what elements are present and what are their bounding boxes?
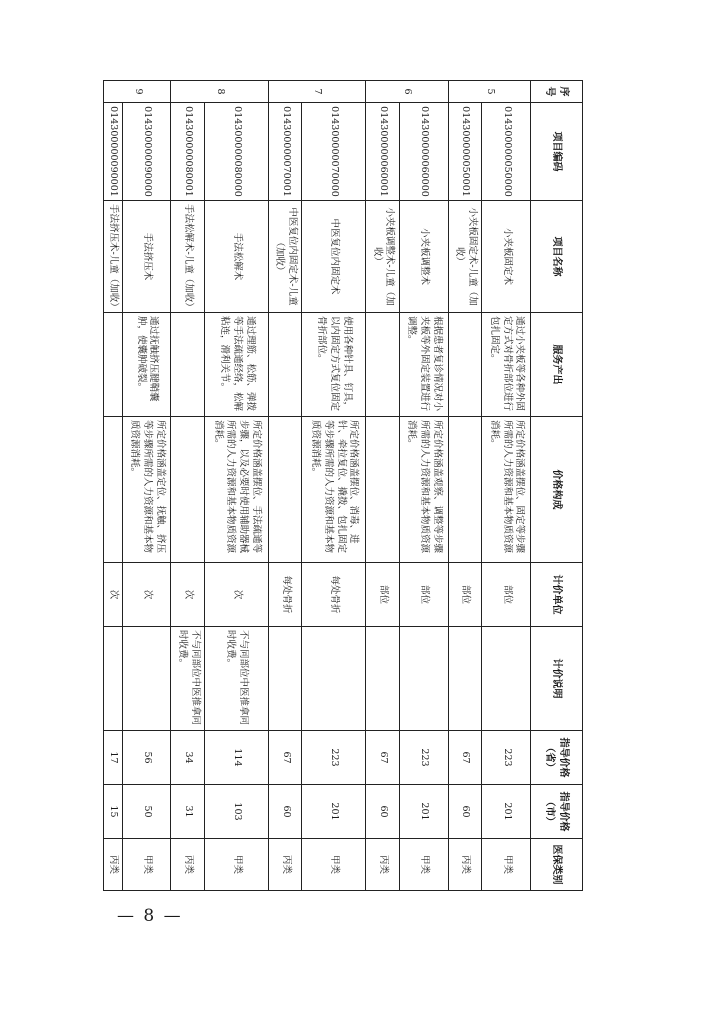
cell-output-empty <box>366 313 400 417</box>
cell-category: 甲类 <box>399 839 448 891</box>
table-row <box>268 81 302 891</box>
cell-note <box>122 627 171 731</box>
cell-composition-empty <box>268 417 302 563</box>
cell-price-prov: 17 <box>104 731 123 785</box>
cell-price-city: 31 <box>171 785 205 839</box>
table-row <box>104 81 123 891</box>
table-row <box>482 81 531 891</box>
cell-code: 014300000070001 <box>268 103 302 201</box>
cell-note <box>104 627 123 731</box>
cell-composition: 所定价格涵盖摆位、固定等步骤所需的人力资源和基本物质资源消耗。 <box>482 417 531 563</box>
cell-price-prov: 223 <box>482 731 531 785</box>
header-price-prov: 指导价格（省） <box>531 731 583 785</box>
cell-name: 手法挤压术-儿童（加收） <box>104 201 123 313</box>
cell-unit: 部位 <box>482 563 531 627</box>
page-number: — 8 — <box>117 906 183 926</box>
cell-code: 014300000090000 <box>122 103 171 201</box>
cell-code: 014300000050001 <box>448 103 482 201</box>
cell-unit: 次 <box>205 563 269 627</box>
cell-category: 丙类 <box>268 839 302 891</box>
cell-output: 通过理筋、松筋、弹拨等手法疏通经络，松解粘连，滑利关节。 <box>205 313 269 417</box>
cell-price-prov: 67 <box>268 731 302 785</box>
header-code: 项目编码 <box>531 103 583 201</box>
cell-name: 手法松解术-儿童（加收） <box>171 201 205 313</box>
header-category: 医保类别 <box>531 839 583 891</box>
header-price-city: 指导价格（市） <box>531 785 583 839</box>
cell-code: 014300000060001 <box>366 103 400 201</box>
cell-category: 丙类 <box>366 839 400 891</box>
cell-output-empty <box>448 313 482 417</box>
cell-name: 中医复位内固定术-儿童（加收） <box>268 201 302 313</box>
cell-note <box>366 627 400 731</box>
cell-note <box>448 627 482 731</box>
header-name: 项目名称 <box>531 201 583 313</box>
cell-name: 手法松解术 <box>205 201 269 313</box>
cell-price-city: 201 <box>399 785 448 839</box>
header-composition: 价格构成 <box>531 417 583 563</box>
cell-unit: 每处骨折 <box>268 563 302 627</box>
cell-name: 小夹板固定术 <box>482 201 531 313</box>
table-row <box>122 81 171 891</box>
cell-name: 小夹板调整术-儿童（加收） <box>366 201 400 313</box>
cell-composition: 所定价格涵盖定位、抚触、挤压等步骤所需的人力资源和基本物质资源消耗。 <box>122 417 171 563</box>
cell-category: 甲类 <box>302 839 366 891</box>
cell-composition-empty <box>171 417 205 563</box>
cell-code: 014300000090001 <box>104 103 123 201</box>
cell-unit: 部位 <box>399 563 448 627</box>
cell-unit: 部位 <box>448 563 482 627</box>
cell-price-prov: 223 <box>302 731 366 785</box>
header-output: 服务产出 <box>531 313 583 417</box>
cell-price-prov: 223 <box>399 731 448 785</box>
cell-output-empty <box>104 313 123 417</box>
table-row <box>366 81 400 891</box>
cell-composition: 所定价格涵盖观察、调整等步骤所需的人力资源和基本物质资源消耗。 <box>399 417 448 563</box>
cell-note <box>399 627 448 731</box>
cell-unit: 部位 <box>366 563 400 627</box>
header-unit: 计价单位 <box>531 563 583 627</box>
cell-unit: 次 <box>104 563 123 627</box>
cell-code: 014300000050000 <box>482 103 531 201</box>
cell-code: 014300000080000 <box>205 103 269 201</box>
cell-code: 014300000080001 <box>171 103 205 201</box>
cell-unit: 每处骨折 <box>302 563 366 627</box>
cell-note: 不与同部位中医推拿同时收费。 <box>171 627 205 731</box>
cell-unit: 次 <box>122 563 171 627</box>
cell-price-prov: 34 <box>171 731 205 785</box>
cell-composition-empty <box>448 417 482 563</box>
cell-output: 通过抚触挤压腱鞘囊肿，使囊肿破裂。 <box>122 313 171 417</box>
cell-code: 014300000060000 <box>399 103 448 201</box>
cell-output: 根据患者复诊情况对小夹板等外固定装置进行调整。 <box>399 313 448 417</box>
cell-composition: 所定价格涵盖摆位、手法疏通等步骤，以及必要时使用辅助器械所需的人力资源和基本物质资源消耗。 <box>205 417 269 563</box>
cell-price-prov: 114 <box>205 731 269 785</box>
cell-category: 丙类 <box>171 839 205 891</box>
cell-composition-empty <box>104 417 123 563</box>
cell-category: 甲类 <box>205 839 269 891</box>
cell-seq: 5 <box>448 81 530 103</box>
cell-composition-empty <box>366 417 400 563</box>
cell-price-city: 15 <box>104 785 123 839</box>
cell-note <box>268 627 302 731</box>
cell-seq: 8 <box>171 81 268 103</box>
cell-price-city: 201 <box>302 785 366 839</box>
cell-name: 小夹板固定术-儿童（加收） <box>448 201 482 313</box>
cell-output-empty <box>171 313 205 417</box>
cell-price-city: 60 <box>366 785 400 839</box>
cell-name: 手法挤压术 <box>122 201 171 313</box>
cell-note <box>302 627 366 731</box>
cell-category: 甲类 <box>482 839 531 891</box>
cell-price-prov: 67 <box>366 731 400 785</box>
cell-price-city: 60 <box>448 785 482 839</box>
cell-category: 丙类 <box>104 839 123 891</box>
cell-seq: 6 <box>366 81 448 103</box>
header-seq: 序号 <box>531 81 583 103</box>
cell-seq: 9 <box>104 81 171 103</box>
cell-category: 丙类 <box>448 839 482 891</box>
cell-price-city: 60 <box>268 785 302 839</box>
cell-price-prov: 56 <box>122 731 171 785</box>
table-row <box>302 81 366 891</box>
cell-code: 014300000070000 <box>302 103 366 201</box>
cell-seq: 7 <box>268 81 365 103</box>
price-table <box>103 80 583 891</box>
table-row <box>171 81 205 891</box>
cell-name: 中医复位内固定术 <box>302 201 366 313</box>
cell-category: 甲类 <box>122 839 171 891</box>
table-row <box>448 81 482 891</box>
cell-output: 使用各种针具、钉具，以内固定方式复位固定骨折部位。 <box>302 313 366 417</box>
cell-note <box>482 627 531 731</box>
header-row <box>531 81 583 891</box>
cell-price-prov: 67 <box>448 731 482 785</box>
cell-price-city: 103 <box>205 785 269 839</box>
cell-composition: 所定价格涵盖摆位、消毒、进针、牵拉复位、撬拨、包扎固定等步骤所需的人力资源和基本物质资源消耗。 <box>302 417 366 563</box>
rotated-table-wrapper <box>103 80 583 890</box>
cell-note: 不与同部位中医推拿同时收费。 <box>205 627 269 731</box>
cell-price-city: 50 <box>122 785 171 839</box>
header-note: 计价说明 <box>531 627 583 731</box>
cell-unit: 次 <box>171 563 205 627</box>
cell-output-empty <box>268 313 302 417</box>
table-row <box>399 81 448 891</box>
cell-output: 通过小夹板等各种外固定方式对骨折部位进行包扎固定。 <box>482 313 531 417</box>
cell-price-city: 201 <box>482 785 531 839</box>
table-row <box>205 81 269 891</box>
cell-name: 小夹板调整术 <box>399 201 448 313</box>
